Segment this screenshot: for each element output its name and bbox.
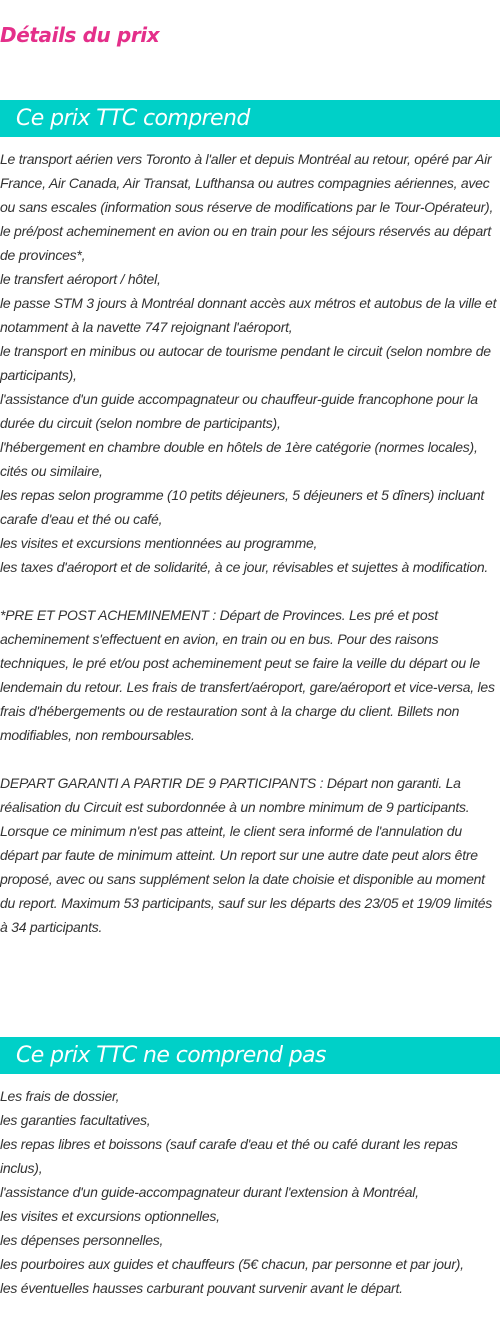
- list-item: le passe STM 3 jours à Montréal donnant accès aux métros et autobus de la ville et notamment à la navette 747 rejoignant l'aéroport,: [0, 295, 497, 335]
- preacheminement-note: *PRE ET POST ACHEMINEMENT : Départ de Provinces. Les pré et post acheminement s'effectuent en avion, en train ou en bus. Pour des raisons techniques, le pré et/ou post acheminement peut se faire la veille du départ ou le lendemain du retour. Les frais de transfert/aéroport, gare/aéroport et vice-versa, les frais d'hébergements ou de restauration sont à la charge du client. Billets non modifiables, non remboursables.: [0, 607, 495, 743]
- list-item: les visites et excursions mentionnées au programme,: [0, 535, 318, 551]
- list-item: Le transport aérien vers Toronto à l'aller et depuis Montréal au retour, opéré par Air France, Air Canada, Air Transat, Lufthansa ou autres compagnies aériennes, avec ou sans escales (information sous réserve de modifications par le Tour-Opérateur),: [0, 151, 494, 215]
- list-item: les dépenses personnelles,: [0, 1232, 164, 1248]
- list-item: l'assistance d'un guide-accompagnateur durant l'extension à Montréal,: [0, 1184, 419, 1200]
- page-title: Détails du prix: [0, 23, 160, 47]
- list-item: les repas libres et boissons (sauf carafe d'eau et thé ou café durant les repas inclus),: [0, 1136, 458, 1176]
- excludes-section-header: Ce prix TTC ne comprend pas: [0, 1037, 500, 1074]
- depart-garanti-note: DEPART GARANTI A PARTIR DE 9 PARTICIPANTS : Départ non garanti. La réalisation du Circuit est subordonnée à un nombre minimum de 9 participants. Lorsque ce minimum n'est pas atteint, le client sera informé de l'annulation du départ par faute de minimum atteint. Un report sur une autre date peut alors être proposé, avec ou sans supplément selon la date choisie et disponible au moment du report. Maximum 53 participants, sauf sur les départs des 23/05 et 19/09 limités à 34 participants.: [0, 775, 493, 935]
- spacer: [0, 747, 500, 771]
- list-item: l'assistance d'un guide accompagnateur ou chauffeur-guide francophone pour la durée du circuit (selon nombre de participants),: [0, 391, 478, 431]
- list-item: les garanties facultatives,: [0, 1112, 151, 1128]
- list-item: les repas selon programme (10 petits déjeuners, 5 déjeuners et 5 dîners) incluant carafe d'eau et thé ou café,: [0, 487, 485, 527]
- spacer: [0, 579, 500, 603]
- list-item: le transfert aéroport / hôtel,: [0, 271, 161, 287]
- list-item: Les frais de dossier,: [0, 1088, 120, 1104]
- list-item: les éventuelles hausses carburant pouvant survenir avant le départ.: [0, 1280, 403, 1296]
- excludes-list: [0, 1084, 500, 1300]
- list-item: les pourboires aux guides et chauffeurs (5€ chacun, par personne et par jour),: [0, 1256, 464, 1272]
- includes-section-header: Ce prix TTC comprend: [0, 100, 500, 137]
- list-item: les visites et excursions optionnelles,: [0, 1208, 220, 1224]
- list-item: les taxes d'aéroport et de solidarité, à ce jour, révisables et sujettes à modification.: [0, 559, 489, 575]
- list-item: l'hébergement en chambre double en hôtels de 1ère catégorie (normes locales), cités ou similaire,: [0, 439, 478, 479]
- list-item: le pré/post acheminement en avion ou en train pour les séjours réservés au départ de provinces*,: [0, 223, 492, 263]
- list-item: le transport en minibus ou autocar de tourisme pendant le circuit (selon nombre de participants),: [0, 343, 491, 383]
- includes-list: [0, 147, 500, 939]
